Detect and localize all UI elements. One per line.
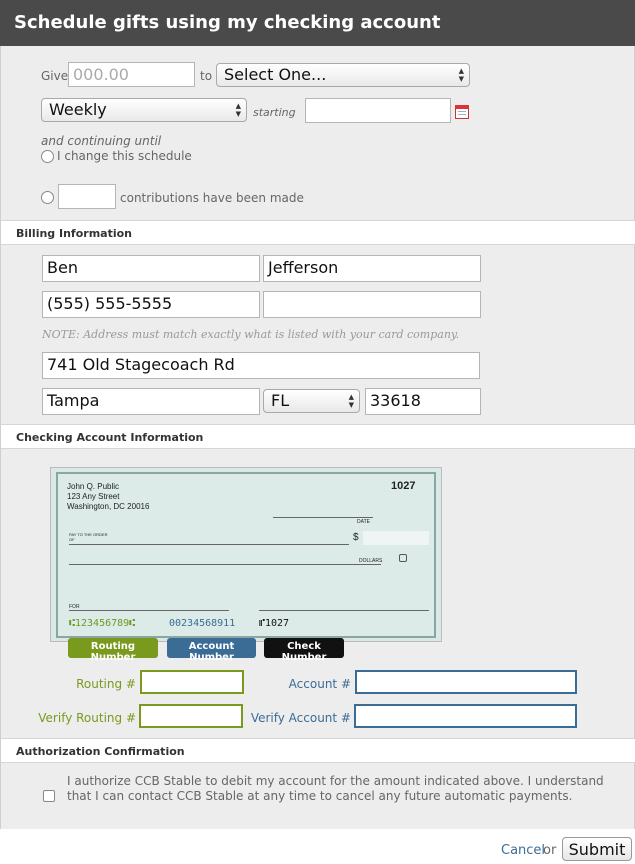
contributions-label: contributions have been made	[120, 191, 304, 205]
billing-section-header: Billing Information	[1, 220, 635, 245]
select-arrows-icon: ▲ ▼	[348, 393, 354, 409]
checking-section-header: Checking Account Information	[1, 424, 635, 449]
verify-routing-label: Verify Routing #	[38, 711, 136, 725]
or-text: or	[543, 843, 557, 858]
last-name-input[interactable]: Jefferson	[263, 255, 481, 282]
authorization-section-header: Authorization Confirmation	[1, 738, 635, 763]
calendar-icon[interactable]	[455, 105, 469, 119]
first-name-input[interactable]: Ben	[42, 255, 260, 282]
micr-routing: ⑆123456789⑆	[69, 618, 136, 629]
email-input[interactable]	[263, 291, 481, 318]
contribution-count-input[interactable]	[58, 184, 116, 209]
authorization-text-line1: I authorize CCB Stable to debit my account for the amount indicated above. I understand	[67, 774, 604, 788]
verify-account-label: Verify Account #	[250, 711, 351, 725]
starting-label: starting	[253, 106, 296, 119]
city-input[interactable]: Tampa	[42, 388, 260, 415]
sample-check-image	[50, 467, 442, 642]
authorization-text-line2: that I can contact CCB Stable at any time to cancel any future automatic payments.	[67, 789, 573, 803]
check-city: Washington, DC 20016	[67, 502, 150, 511]
frequency-select-value: Weekly	[49, 100, 107, 119]
check-name: John Q. Public	[67, 482, 120, 491]
continuing-label: and continuing until	[41, 134, 162, 148]
check-number: 1027	[391, 480, 416, 492]
account-label: Account #	[288, 677, 351, 691]
check-dollars-label: DOLLARS	[359, 558, 383, 564]
give-label: Give	[41, 69, 69, 83]
dialog-title: Schedule gifts using my checking account	[0, 0, 635, 46]
check-for-label: FOR	[69, 604, 80, 610]
check-date-label: DATE	[357, 519, 370, 525]
check-pay-label: PAY TO THE ORDER OF	[69, 532, 108, 542]
micr-check: ⑈1027	[259, 618, 290, 629]
routing-label: Routing #	[76, 677, 136, 691]
until-changed-radio[interactable]	[41, 150, 54, 163]
state-select[interactable]	[263, 389, 360, 413]
check-number-tag: Check Number	[264, 638, 344, 658]
lock-icon	[399, 554, 407, 562]
zip-input[interactable]: 33618	[365, 388, 481, 415]
amount-input[interactable]: 000.00	[68, 62, 195, 87]
frequency-select[interactable]	[41, 98, 247, 122]
submit-button[interactable]: Submit	[562, 837, 632, 861]
dialog-footer	[0, 829, 635, 864]
form-body	[0, 46, 635, 829]
account-number-tag: Account Number	[167, 638, 256, 658]
routing-number-tag: Routing Number	[68, 638, 158, 658]
cancel-link[interactable]: Cancel	[501, 843, 546, 858]
address-input[interactable]: 741 Old Stagecoach Rd	[42, 352, 480, 379]
check-dollar-sign: $	[353, 532, 359, 543]
select-arrows-icon: ▲ ▼	[458, 67, 464, 83]
address-note: NOTE: Address must match exactly what is listed with your card company.	[42, 328, 460, 341]
until-count-radio[interactable]	[41, 191, 54, 204]
micr-account: 00234568911	[169, 618, 236, 629]
state-select-value: FL	[271, 391, 290, 410]
select-arrows-icon: ▲ ▼	[235, 102, 241, 118]
verify-routing-input[interactable]	[139, 704, 243, 728]
routing-input[interactable]	[140, 670, 244, 694]
start-date-input[interactable]	[305, 98, 451, 123]
to-label: to	[200, 69, 213, 83]
phone-input[interactable]: (555) 555-5555	[42, 291, 260, 318]
fund-select[interactable]	[216, 63, 470, 87]
check-street: 123 Any Street	[67, 492, 120, 501]
until-changed-label: I change this schedule	[57, 149, 192, 163]
authorize-checkbox[interactable]	[43, 790, 55, 802]
account-input[interactable]	[355, 670, 577, 694]
verify-account-input[interactable]	[354, 704, 577, 728]
fund-select-value: Select One...	[224, 65, 327, 84]
